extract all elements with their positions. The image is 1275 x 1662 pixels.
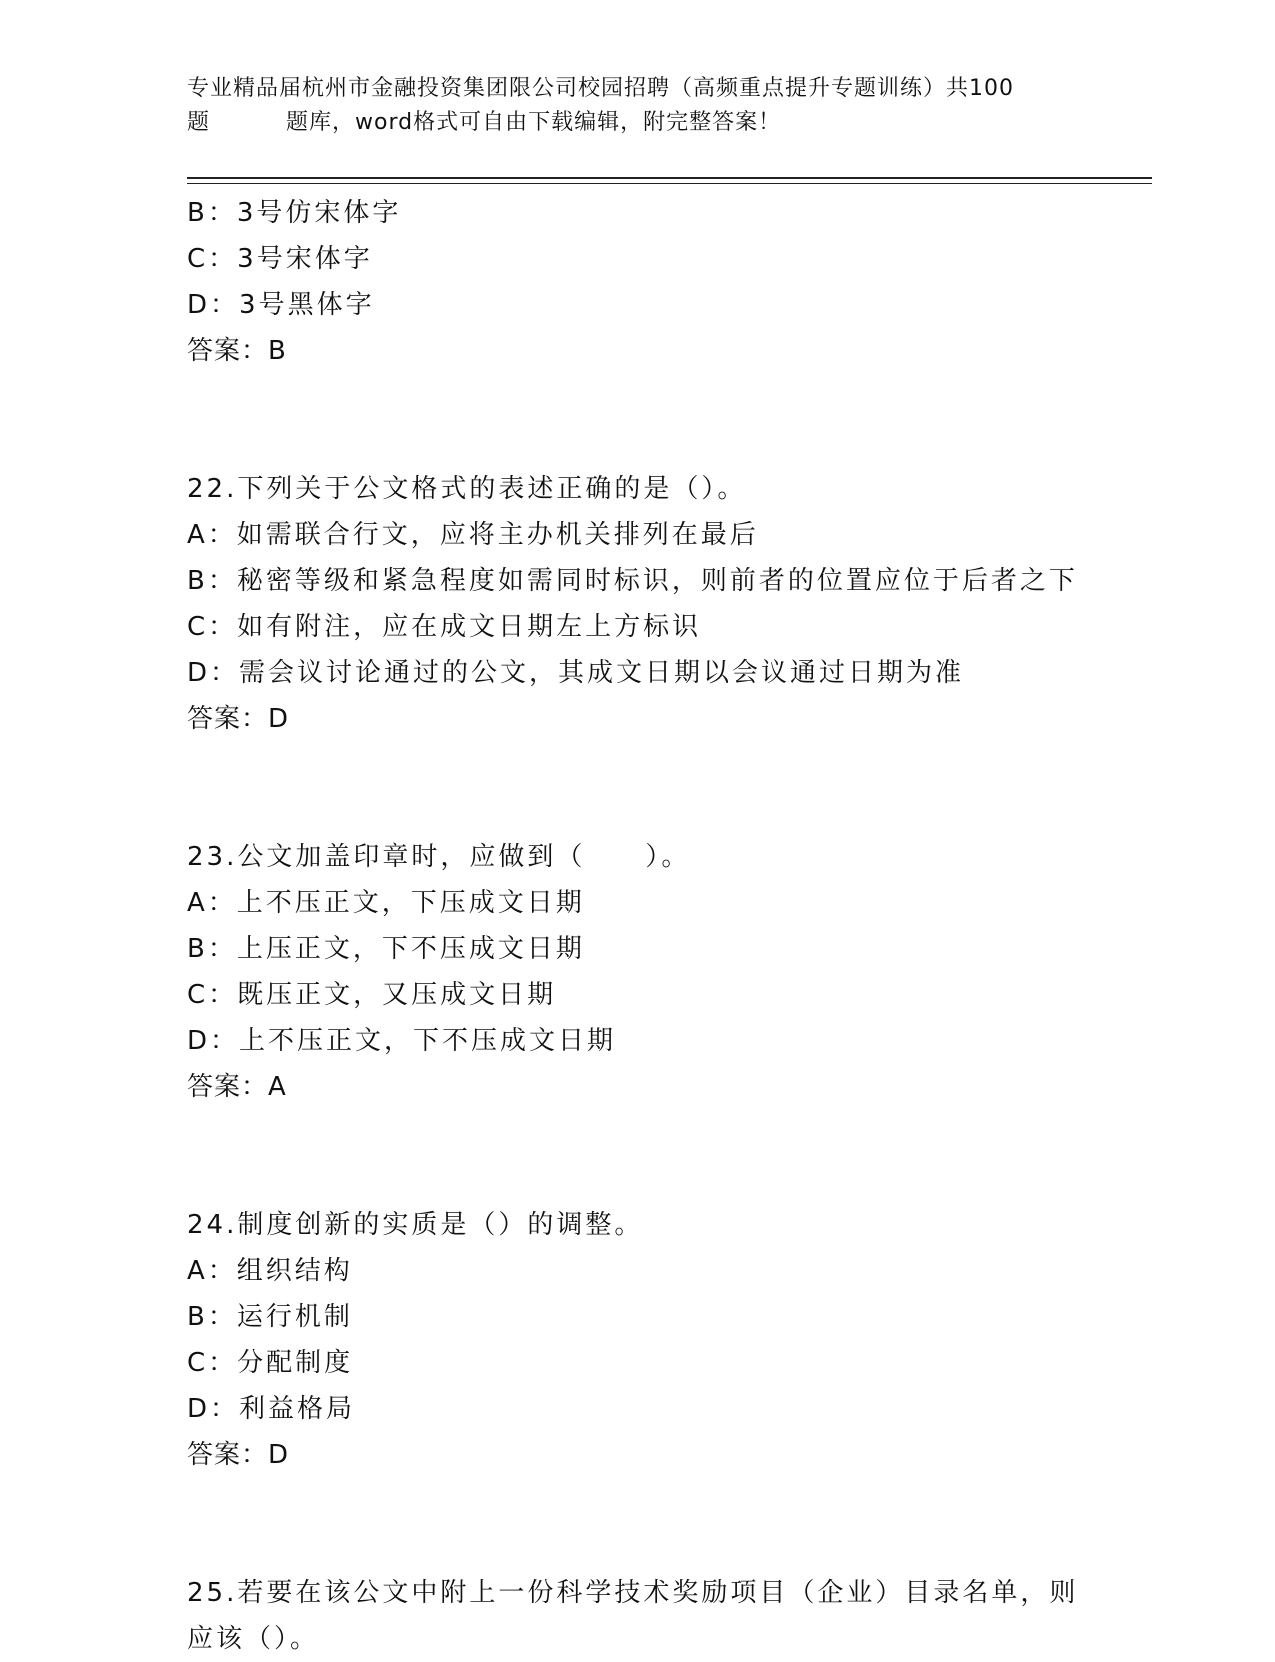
answer-label: 答案：D: [187, 704, 290, 734]
question-23: [187, 834, 1137, 1110]
option-a: A：如需联合行文，应将主办机关排列在最后: [187, 520, 759, 550]
header-divider: [187, 177, 1152, 184]
document-header: [187, 72, 1087, 140]
answer-label: 答案：D: [187, 1440, 290, 1470]
header-title-line-2-left: 题: [187, 110, 211, 135]
question-21-tail: [187, 190, 1137, 374]
option-c: C：如有附注，应在成文日期左上方标识: [187, 612, 702, 642]
header-title-line-1: 专业精品届杭州市金融投资集团限公司校园招聘（高频重点提升专题训练）共100: [187, 76, 1014, 101]
question-24: [187, 1202, 1137, 1478]
option-b: B：运行机制: [187, 1302, 353, 1332]
question-stem-line-1: 25.若要在该公文中附上一份科学技术奖励项目（企业）目录名单，则: [187, 1578, 1079, 1608]
answer-label: 答案：A: [187, 1072, 287, 1102]
option-c: C：既压正文，又压成文日期: [187, 980, 557, 1010]
question-stem: 24.制度创新的实质是（）的调整。: [187, 1210, 644, 1240]
question-list: [187, 190, 1137, 1662]
header-title-line-2-right: 题库，word格式可自由下载编辑，附完整答案！: [286, 110, 782, 135]
question-25: [187, 1570, 1137, 1662]
option-d: D：3号黑体字: [187, 290, 375, 320]
option-c: C：分配制度: [187, 1348, 354, 1378]
option-a: A：组织结构: [187, 1256, 353, 1286]
option-b: B：上压正文，下不压成文日期: [187, 934, 585, 964]
question-22: [187, 466, 1137, 742]
question-stem-line-2: 应该（）。: [187, 1624, 320, 1654]
option-d: D：上不压正文，下不压成文日期: [187, 1026, 617, 1056]
option-c: C：3号宋体字: [187, 244, 373, 274]
option-b: B：秘密等级和紧急程度如需同时标识，则前者的位置应位于后者之下: [187, 566, 1078, 596]
option-d: D：需会议讨论通过的公文，其成文日期以会议通过日期为准: [187, 658, 965, 688]
option-b: B：3号仿宋体字: [187, 198, 402, 228]
header-title-line-2: [187, 106, 1087, 140]
question-stem-after: ）。: [645, 842, 691, 872]
question-stem: [187, 834, 1137, 880]
answer-label: 答案：B: [187, 336, 287, 366]
question-stem: 22.下列关于公文格式的表述正确的是（）。: [187, 474, 747, 504]
option-d: D：利益格局: [187, 1394, 356, 1424]
option-a: A：上不压正文，下压成文日期: [187, 888, 585, 918]
question-stem-before: 23.公文加盖印章时，应做到（: [187, 842, 586, 872]
